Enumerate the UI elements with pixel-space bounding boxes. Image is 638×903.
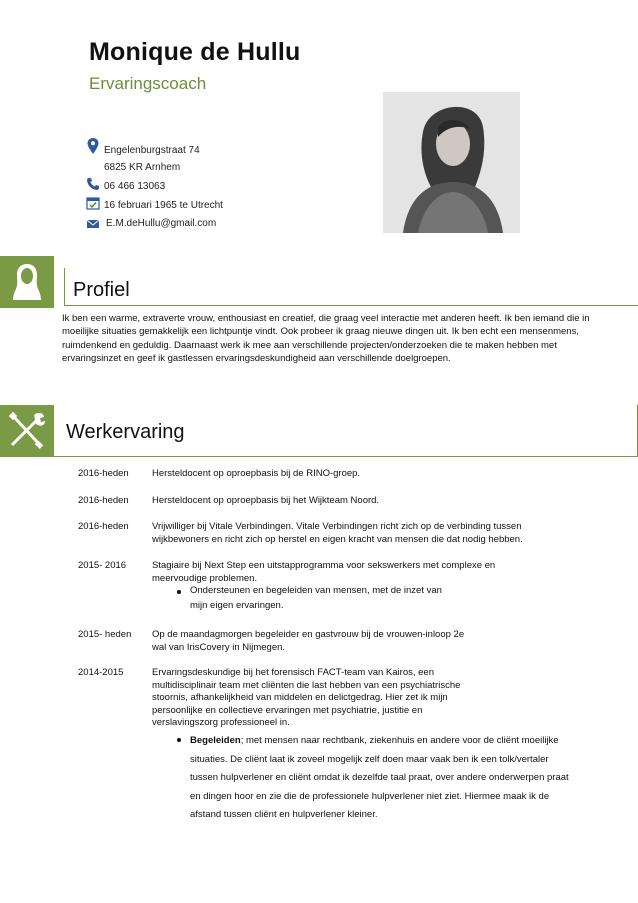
birth-date: 16 februari 1965 te Utrecht (104, 200, 223, 211)
bullet-bold: Begeleiden (190, 735, 241, 746)
experience-date: 2015- 2016 (78, 560, 127, 571)
experience-description: Hersteldocent op oproepbasis bij de RINO-groep. (152, 468, 361, 479)
experience-description: Vrijwilliger bij Vitale Verbindingen. Vitale Verbindingen richt zich op de verbinding tussen wijkbewoners en richt zich op herstel en eigen kracht van mensen die dat nodig hebben. (152, 521, 523, 545)
job-title: Ervaringscoach (89, 74, 207, 93)
experience-heading: Werkervaring (66, 421, 185, 443)
calendar-icon (86, 196, 100, 210)
person-icon (0, 256, 54, 308)
experience-date: 2016-heden (78, 468, 129, 479)
experience-description: Stagiaire bij Next Step een uitstapprogramma voor sekswerkers met complexe en meervoudige problemen. (152, 560, 496, 584)
experience-description: Ervaringsdeskundige bij het forensisch FACT-team van Kairos, een multidisciplinair team met cliënten die last hebben van een psychiatrische stoornis, afhankelijkheid van middelen en delictgedrag. Hier zet ik mijn persoonlijke en collectieve ervaringen met psychiatrie, justitie en verslavingszorg professioneel in. (152, 667, 461, 729)
mail-icon (86, 217, 100, 231)
experience-date: 2016-heden (78, 521, 129, 532)
bullet-text: Ondersteunen en begeleiden van mensen, met de inzet van (190, 585, 442, 596)
candidate-name: Monique de Hullu (89, 38, 301, 66)
location-pin-icon (86, 138, 100, 152)
experience-date: 2015- heden (78, 629, 132, 640)
experience-description: Hersteldocent op oproepbasis bij het Wijkteam Noord. (152, 495, 380, 506)
phone-icon (86, 177, 100, 191)
experience-description: Op de maandagmorgen begeleider en gastvrouw bij de vrouwen-inloop 2e wal van IrisCovery in Nijmegen. (152, 629, 465, 653)
address-city: 6825 KR Arnhem (104, 162, 181, 173)
bullet-rest: ; met mensen naar rechtbank, ziekenhuis en andere voor de cliënt moeilijke situaties. De cliënt laat ik zoveel mogelijk zelf doen maar vaak ben ik een tolk/vertaler tussen hulpverlener en cliënt omdat ik dezelfde taal praat, over andere onderwerpen praat en dingen hoor en zie die de professionele hulpverlener niet ziet. Hiermee maak ik de afstand tussen cliënt en hulpverlener kleiner. (190, 735, 569, 820)
address-street: Engelenburgstraat 74 (104, 145, 200, 156)
profile-text: Ik ben een warme, extraverte vrouw, enthousiast en creatief, die graag veel interactie met anderen heeft. Ik ben iemand die in moeilijke situaties gemakkelijk een lichtpuntje vindt. Ook probeer ik graag nieuwe dingen uit. Ik ben echt een mensenmens, ruimdenkend en geduldig. Daarnaast werk ik mee aan verschillende projecten/onderzoeken die te maken hebben met ervaringsinzet en geef ik gastlessen ervaringsdeskundigheid aan verschillende doelgroepen. (62, 313, 590, 364)
profile-divider-vertical (64, 268, 65, 306)
bullet-text (190, 732, 570, 825)
email-address[interactable]: E.M.deHullu@gmail.com (106, 218, 217, 229)
experience-divider (54, 456, 638, 457)
profile-divider (64, 305, 638, 306)
experience-date: 2016-heden (78, 495, 129, 506)
bullet-text: mijn eigen ervaringen. (190, 600, 284, 611)
bullet-marker (177, 738, 181, 742)
experience-date: 2014-2015 (78, 667, 124, 678)
profile-heading: Profiel (73, 279, 130, 301)
tools-icon (0, 405, 54, 457)
profile-photo (383, 92, 520, 233)
phone-number[interactable]: 06 466 13063 (104, 181, 166, 192)
bullet-marker (177, 590, 181, 594)
